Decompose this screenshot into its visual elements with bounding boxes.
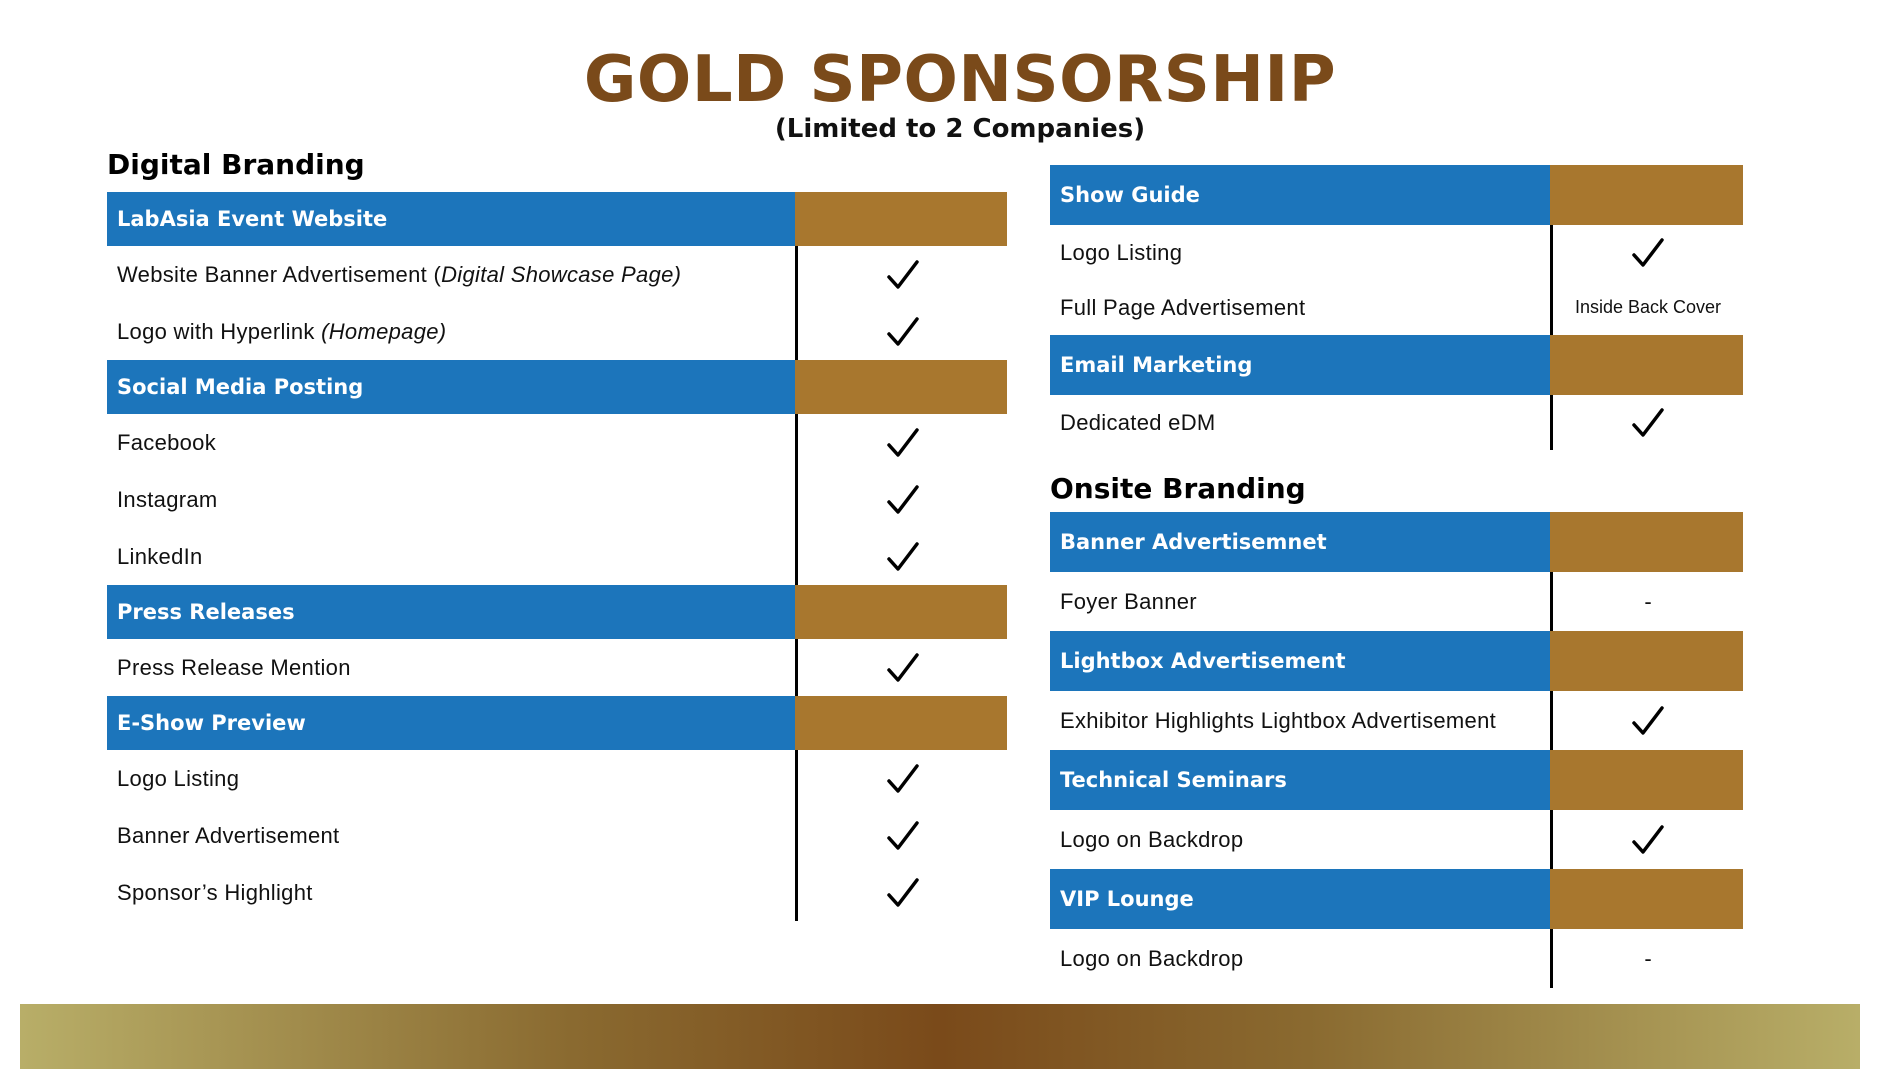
table-row bbox=[107, 414, 1007, 471]
section-header-value-cell bbox=[1550, 335, 1743, 395]
checkmark-icon bbox=[886, 651, 920, 685]
row-value bbox=[1550, 225, 1743, 280]
table-row bbox=[1050, 691, 1743, 750]
table-row bbox=[1050, 280, 1743, 335]
table-row bbox=[107, 750, 1007, 807]
table-row bbox=[1050, 225, 1743, 280]
checkmark-icon bbox=[886, 258, 920, 292]
row-value bbox=[795, 864, 1007, 921]
row-label-text: Logo Listing bbox=[1060, 239, 1183, 265]
row-value bbox=[1550, 280, 1743, 335]
row-label bbox=[107, 864, 795, 921]
row-label-text: Facebook bbox=[117, 429, 217, 455]
table-row bbox=[107, 864, 1007, 921]
footer-gradient-band bbox=[20, 1004, 1860, 1069]
row-value bbox=[1550, 691, 1743, 750]
row-label-text: Logo on Backdrop bbox=[1060, 826, 1244, 852]
checkmark-icon bbox=[1631, 406, 1665, 440]
section-header-value-cell bbox=[795, 696, 1007, 750]
section-header bbox=[1050, 165, 1743, 225]
digital-branding-heading: Digital Branding bbox=[107, 148, 365, 181]
section-header-value-cell bbox=[1550, 869, 1743, 929]
checkmark-icon bbox=[1631, 236, 1665, 270]
section-header bbox=[1050, 631, 1743, 691]
row-value bbox=[795, 303, 1007, 360]
row-label bbox=[107, 750, 795, 807]
section-header bbox=[107, 360, 1007, 414]
row-label bbox=[1050, 395, 1550, 450]
section-header-value-cell bbox=[1550, 631, 1743, 691]
page-subtitle: (Limited to 2 Companies) bbox=[774, 114, 1146, 144]
row-label bbox=[1050, 929, 1550, 988]
row-label bbox=[107, 246, 795, 303]
row-value bbox=[1550, 395, 1743, 450]
section-header bbox=[107, 192, 1007, 246]
table-row bbox=[1050, 810, 1743, 869]
checkmark-icon bbox=[1631, 823, 1665, 857]
table-row bbox=[1050, 572, 1743, 631]
row-value bbox=[795, 246, 1007, 303]
section-header-value-cell bbox=[795, 585, 1007, 639]
table-row bbox=[1050, 395, 1743, 450]
checkmark-icon bbox=[886, 483, 920, 517]
row-label-italic-text: Digital Showcase Page) bbox=[441, 261, 682, 287]
row-label-text: Logo on Backdrop bbox=[1060, 945, 1244, 971]
row-value bbox=[1550, 572, 1743, 631]
section-header-label: Email Marketing bbox=[1050, 335, 1550, 395]
table-row bbox=[107, 528, 1007, 585]
row-label-text: LinkedIn bbox=[117, 543, 203, 569]
row-label bbox=[107, 414, 795, 471]
checkmark-icon bbox=[886, 876, 920, 910]
row-label bbox=[1050, 225, 1550, 280]
section-header-label: Show Guide bbox=[1050, 165, 1550, 225]
section-header-value-cell bbox=[795, 360, 1007, 414]
section-header bbox=[1050, 869, 1743, 929]
value-text: Inside Back Cover bbox=[1574, 297, 1722, 317]
row-value bbox=[795, 414, 1007, 471]
checkmark-icon bbox=[1631, 704, 1665, 738]
table-row bbox=[1050, 929, 1743, 988]
section-header-label: Social Media Posting bbox=[107, 360, 795, 414]
table-row bbox=[107, 303, 1007, 360]
table-row bbox=[107, 807, 1007, 864]
row-label-text: Banner Advertisement bbox=[117, 822, 340, 848]
section-header bbox=[1050, 335, 1743, 395]
row-label bbox=[107, 471, 795, 528]
row-value bbox=[795, 807, 1007, 864]
row-label bbox=[1050, 810, 1550, 869]
section-header bbox=[107, 696, 1007, 750]
section-header-value-cell bbox=[1550, 750, 1743, 810]
value-dash: - bbox=[1644, 588, 1652, 614]
section-header-label: Press Releases bbox=[107, 585, 795, 639]
table-row bbox=[107, 246, 1007, 303]
section-header-value-cell bbox=[795, 192, 1007, 246]
section-header-label: Banner Advertisemnet bbox=[1050, 512, 1550, 572]
row-value bbox=[1550, 929, 1743, 988]
row-label-italic-text: (Homepage) bbox=[321, 318, 447, 344]
section-header-label: VIP Lounge bbox=[1050, 869, 1550, 929]
row-label-text: Press Release Mention bbox=[117, 654, 351, 680]
row-label bbox=[107, 639, 795, 696]
row-value bbox=[795, 639, 1007, 696]
section-header-label: LabAsia Event Website bbox=[107, 192, 795, 246]
section-header bbox=[107, 585, 1007, 639]
row-label bbox=[1050, 280, 1550, 335]
row-label-text: Logo Listing bbox=[117, 765, 240, 791]
row-label-text: Instagram bbox=[117, 486, 218, 512]
row-label-text: Foyer Banner bbox=[1060, 588, 1197, 614]
row-value bbox=[795, 471, 1007, 528]
row-value bbox=[795, 528, 1007, 585]
onsite-branding-table bbox=[1050, 512, 1743, 988]
row-label-text: Logo with Hyperlink bbox=[117, 318, 322, 344]
row-label bbox=[1050, 572, 1550, 631]
section-header-value-cell bbox=[1550, 165, 1743, 225]
row-label-text: Exhibitor Highlights Lightbox Advertisement bbox=[1060, 707, 1497, 733]
row-label-text: Sponsor’s Highlight bbox=[117, 879, 313, 905]
section-header bbox=[1050, 750, 1743, 810]
row-value bbox=[1550, 810, 1743, 869]
row-label bbox=[107, 303, 795, 360]
checkmark-icon bbox=[886, 540, 920, 574]
onsite-branding-heading: Onsite Branding bbox=[1050, 472, 1306, 505]
section-header-value-cell bbox=[1550, 512, 1743, 572]
row-label bbox=[1050, 691, 1550, 750]
row-label bbox=[107, 528, 795, 585]
checkmark-icon bbox=[886, 762, 920, 796]
row-label-text: Website Banner Advertisement ( bbox=[117, 261, 442, 287]
section-header-label: E-Show Preview bbox=[107, 696, 795, 750]
checkmark-icon bbox=[886, 315, 920, 349]
value-dash: - bbox=[1644, 945, 1652, 971]
row-label-text: Full Page Advertisement bbox=[1060, 294, 1306, 320]
row-value bbox=[795, 750, 1007, 807]
table-row bbox=[107, 639, 1007, 696]
page-title: GOLD SPONSORSHIP bbox=[583, 43, 1337, 117]
checkmark-icon bbox=[886, 426, 920, 460]
digital-branding-table bbox=[107, 192, 1007, 921]
row-label-text: Dedicated eDM bbox=[1060, 409, 1216, 435]
section-header bbox=[1050, 512, 1743, 572]
section-header-label: Lightbox Advertisement bbox=[1050, 631, 1550, 691]
print-email-table bbox=[1050, 165, 1743, 450]
section-header-label: Technical Seminars bbox=[1050, 750, 1550, 810]
table-row bbox=[107, 471, 1007, 528]
row-label bbox=[107, 807, 795, 864]
checkmark-icon bbox=[886, 819, 920, 853]
